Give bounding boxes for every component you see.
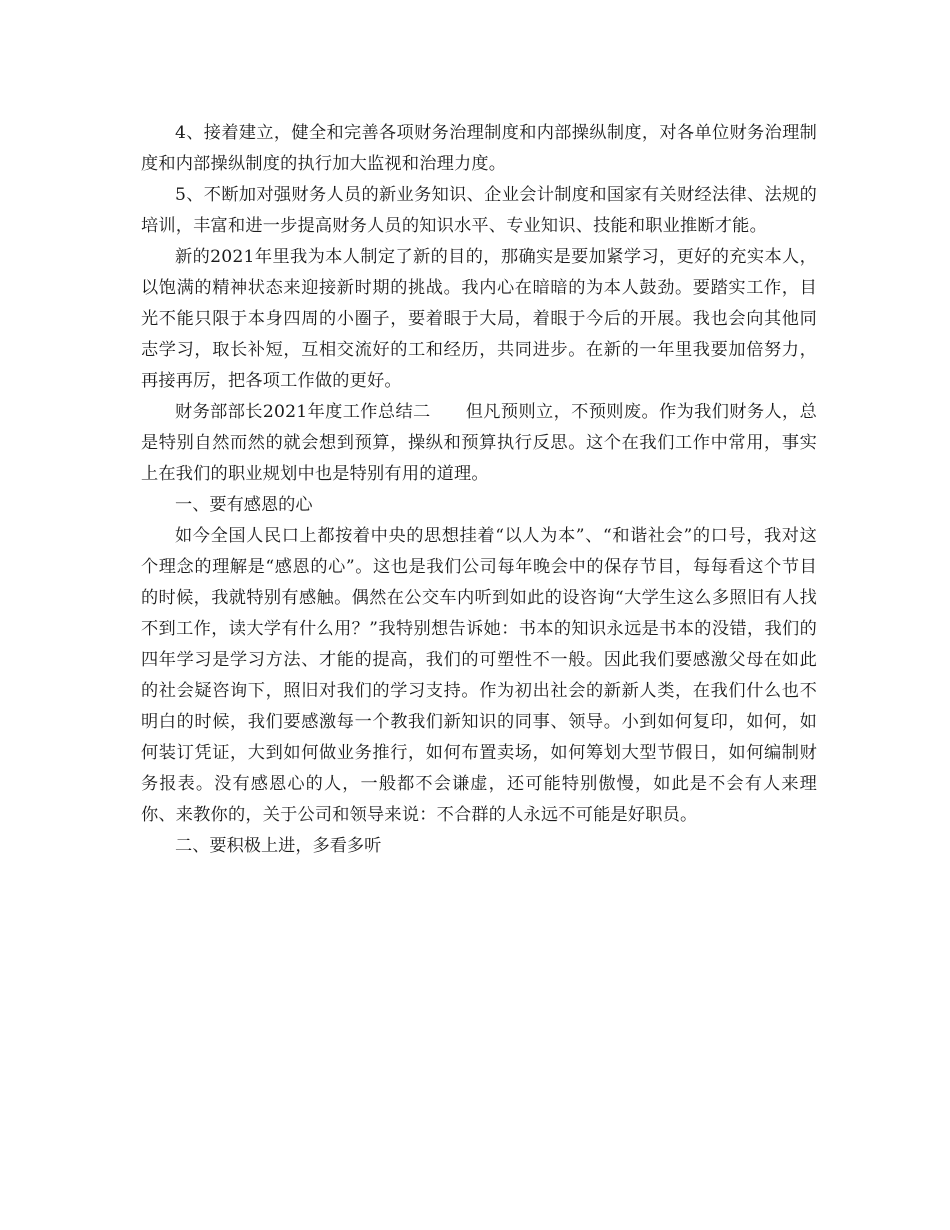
paragraph-summary-two: 财务部部长2021年度工作总结二 但凡预则立，不预则废。作为我们财务人，总是特别自然而然的就会想到预算，操纵和预算执行反思。这个在我们工作中常用，事实上在我们的职业规划中也是特别有用的道理。: [141, 402, 817, 484]
paragraph-gratitude: 如今全国人民口上都按着中央的思想挂着“以人为本”、“和谐社会”的口号，我对这个理念的理解是“感恩的心”。这也是我们公司每年晚会中的保存节目，每每看这个节目的时候，我就特别有感触。偶然在公交车内听到如此的设咨询“大学生这么多照旧有人找不到工作，读大学有什么用？”我特别想告诉她：书本的知识永远是书本的没错，我们的四年学习是学习方法、才能的提高，我们的可塑性不一般。因此我们要感激父母在如此的社会疑咨询下，照旧对我们的学习支持。作为初出社会的新新人类，在我们什么也不明白的时候，我们要感激每一个教我们新知识的同事、领导。小到如何复印，如何，如何装订凭证，大到如何做业务推行，如何布置卖场，如何筹划大型节假日，如何编制财务报表。没有感恩心的人，一般都不会谦虚，还可能特别傲慢，如此是不会有人来理你、来教你的，关于公司和领导来说：不合群的人永远不可能是好职员。: [141, 526, 817, 825]
paragraph-new-year-goals: 新的2021年里我为本人制定了新的目的，那确实是要加紧学习，更好的充实本人，以饱满的精神状态来迎接新时期的挑战。我内心在暗暗的为本人鼓劲。要踏实工作，目光不能只限于本身四周的小圈子，要着眼于大局，着眼于今后的开展。我也会向其他同志学习，取长补短，互相交流好的工和经历，共同进步。在新的一年里我要加倍努力，再接再厉，把各项工作做的更好。: [141, 247, 817, 391]
section-heading-gratitude: 一、要有感恩的心: [175, 495, 313, 515]
document-body: [141, 118, 817, 862]
paragraph-item-4: 4、接着建立，健全和完善各项财务治理制度和内部操纵制度，对各单位财务治理制度和内部操纵制度的执行加大监视和治理力度。: [141, 123, 817, 174]
section-heading-progress: 二、要积极上进，多看多听: [175, 836, 382, 856]
paragraph-item-5: 5、不断加对强财务人员的新业务知识、企业会计制度和国家有关财经法律、法规的培训，丰富和进一步提高财务人员的知识水平、专业知识、技能和职业推断才能。: [141, 185, 817, 236]
